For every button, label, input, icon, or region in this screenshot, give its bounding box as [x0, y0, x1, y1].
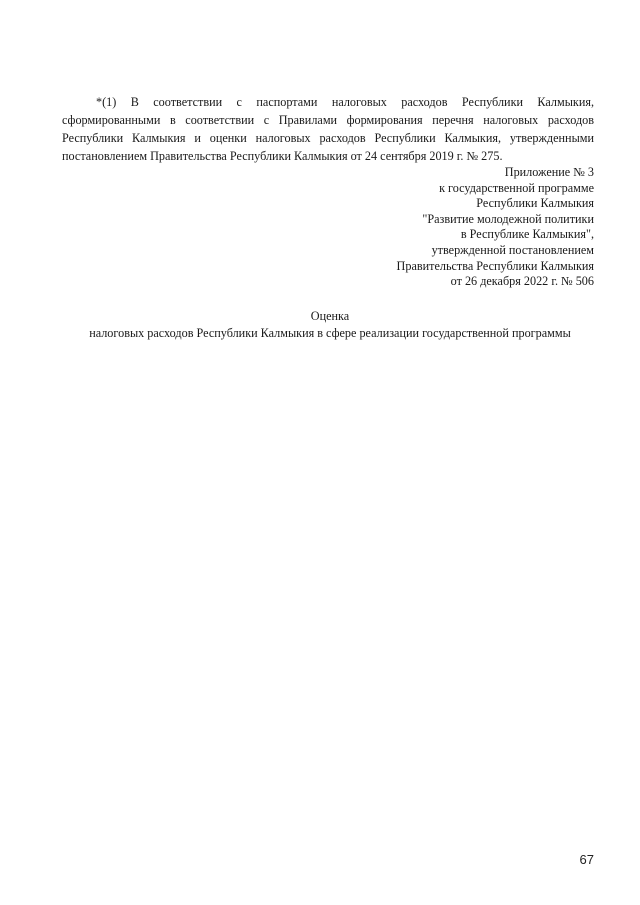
title-heading: Оценка: [310, 309, 350, 323]
footnote-line: сформированными в соответствии с Правилами формирования перечня налоговых расходов: [62, 113, 594, 127]
footnote-line: *(1) В соответствии с паспортами налоговых расходов Республики Калмыкия,: [96, 95, 594, 109]
appendix-line: Приложение № 3: [504, 165, 594, 179]
footnote-line: постановлением Правительства Республики Калмыкия от 24 сентября 2019 г. № 275.: [62, 149, 503, 163]
document-title: [40, 308, 620, 342]
page-number: 67: [579, 852, 594, 867]
appendix-line: в Республике Калмыкия",: [460, 227, 594, 242]
title-subheading: налоговых расходов Республики Калмыкия в сфере реализации государственной программы: [89, 326, 571, 340]
appendix-header: [360, 165, 594, 290]
footnote-line: Республики Калмыкия и оценки налоговых расходов Республики Калмыкия, утвержденными: [62, 131, 594, 145]
appendix-line: от 26 декабря 2022 г. № 506: [450, 274, 594, 289]
appendix-line: Правительства Республики Калмыкия: [396, 258, 594, 273]
appendix-line: утвержденной постановлением: [431, 242, 594, 257]
appendix-line: "Развитие молодежной политики: [422, 211, 594, 226]
appendix-line: к государственной программе: [439, 180, 594, 195]
appendix-line: Республики Калмыкия: [476, 196, 594, 211]
footnote: [62, 93, 594, 165]
